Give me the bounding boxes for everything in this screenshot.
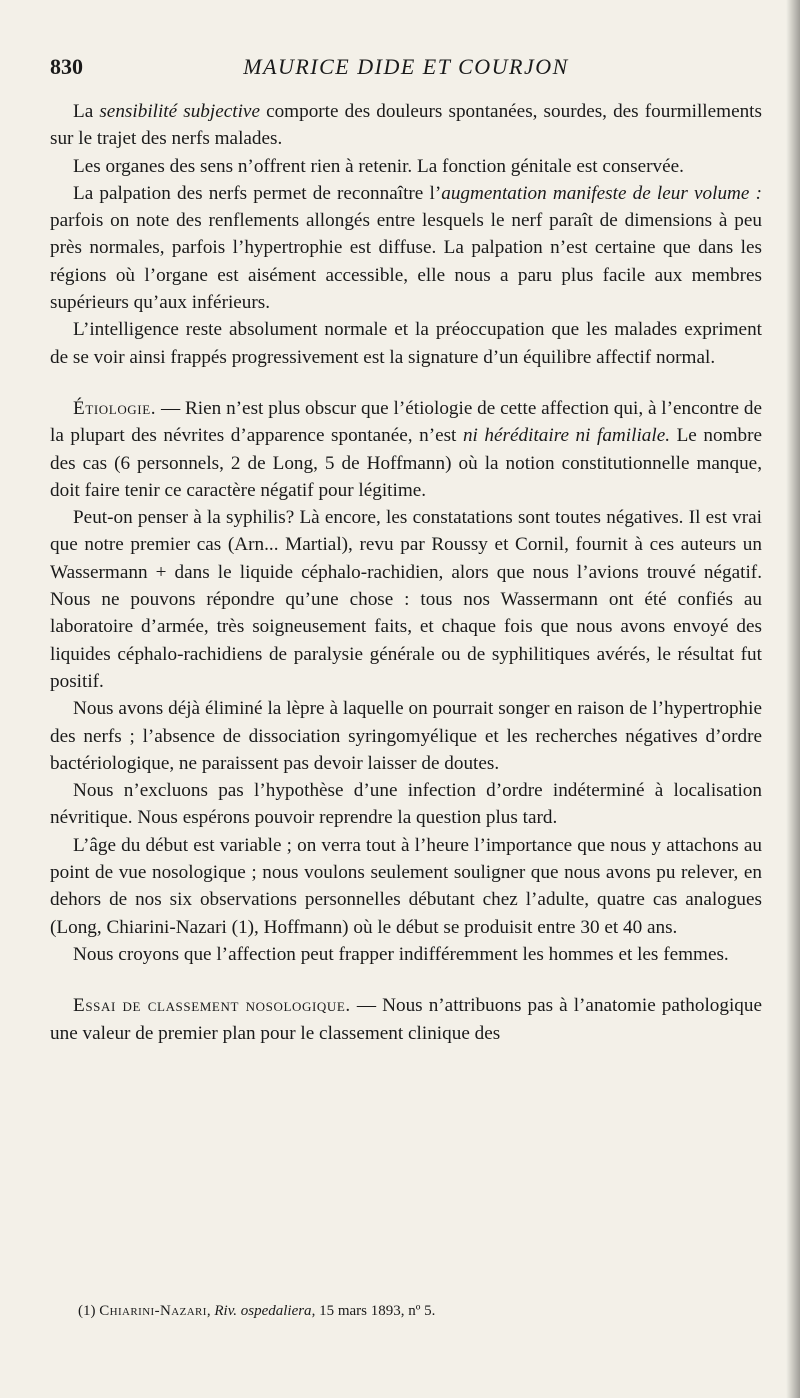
page-edge-shadow [786,0,800,1398]
section-gap [50,968,762,992]
footnote-author: Chiarini-Nazari [99,1303,207,1319]
paragraph-etiologie: Étiologie. — Rien n’est plus obscur que l’étiologie de cette affection qui, à l’encontre de la plupart des névrites d’apparence spontanée, n’est ni héréditaire ni familiale. Le nombre des cas (6 personnels, 2 de Long, 5 de Hoffmann) où la notion constitutionnelle manque, doit faire tenir ce caractère négatif pour légitime. [50,397,762,501]
footnote: (1) Chiarini-Nazari, Riv. ospedaliera, 15 mars 1893, nº 5. [78,1303,436,1319]
body-text [50,98,762,1047]
paragraph-palpation: La palpation des nerfs permet de reconnaître l’augmentation manifeste de leur volume : parfois on note des renflements allongés entre lesquels le nerf paraît de dimensions à peu près normales, parfois l’hypertrophie est diffuse. La palpation n’est certaine que dans les régions où l’organe est aisément accessible, elle nous a paru plus facile aux membres supérieurs qu’aux inférieurs. [50,182,762,314]
paragraph-classement: Essai de classement nosologique. — Nous n’attribuons pas à l’anatomie pathologique une valeur de premier plan pour le classement clinique des [50,995,762,1044]
section-heading-classement: Essai de classement nosologique. [73,995,351,1017]
page-number: 830 [50,54,83,79]
paragraph-lepre: Nous avons déjà éliminé la lèpre à laquelle on pourrait songer en raison de l’hypertrophie des nerfs ; l’absence de dissociation syringomyélique et les recherches négatives d’ordre bactériologique, ne paraissent pas devoir laisser de doutes. [50,698,762,774]
paragraph-organes-sens: Les organes des sens n’offrent rien à retenir. La fonction génitale est conservée. [73,155,684,177]
paragraph-syphilis: Peut-on penser à la syphilis? Là encore, les constatations sont toutes négatives. Il est vrai que notre premier cas (Arn... Martial), revu par Roussy et Cornil, fournit à ces auteurs un Wassermann + dans le liquide céphalo-rachidien, alors que nous l’avions trouvé négatif. Nous ne pouvons répondre qu’une chose : tous nos Wassermann ont été confiés au laboratoire d’armée, très soigneusement faits, et chaque fois que nous avons envoyé des liquides céphalo-rachidiens de paralysie générale ou de syphilitiques avérés, le résultat fut positif. [50,507,762,692]
page-header [50,54,762,88]
footnote-journal: Riv. ospedaliera [214,1303,312,1319]
paragraph-intelligence: L’intelligence reste absolument normale et la préoccupation que les malades expriment de se voir ainsi frappés progressivement est la signature d’un équilibre affectif normal. [50,319,762,368]
paragraph-sexes: Nous croyons que l’affection peut frapper indifféremment les hommes et les femmes. [73,943,729,965]
page [50,54,762,1047]
paragraph-sensibilite: La sensibilité subjective comporte des douleurs spontanées, sourdes, des fourmillements sur le trajet des nerfs malades. [50,101,762,150]
section-heading-etiologie: Étiologie. [73,397,157,419]
section-gap [50,371,762,395]
running-title: MAURICE DIDE ET COURJON [243,54,569,79]
paragraph-infection: Nous n’excluons pas l’hypothèse d’une infection d’ordre indéterminé à localisation névritique. Nous espérons pouvoir reprendre la question plus tard. [50,780,762,829]
paragraph-age-debut: L’âge du début est variable ; on verra tout à l’heure l’importance que nous y attachons au point de vue nosologique ; nous voulons seulement souligner que nous avons pu relever, en dehors de nos six observations personnelles débutant chez l’adulte, quatre cas analogues (Long, Chiarini-Nazari (1), Hoffmann) où le début se produisit entre 30 et 40 ans. [50,834,762,938]
